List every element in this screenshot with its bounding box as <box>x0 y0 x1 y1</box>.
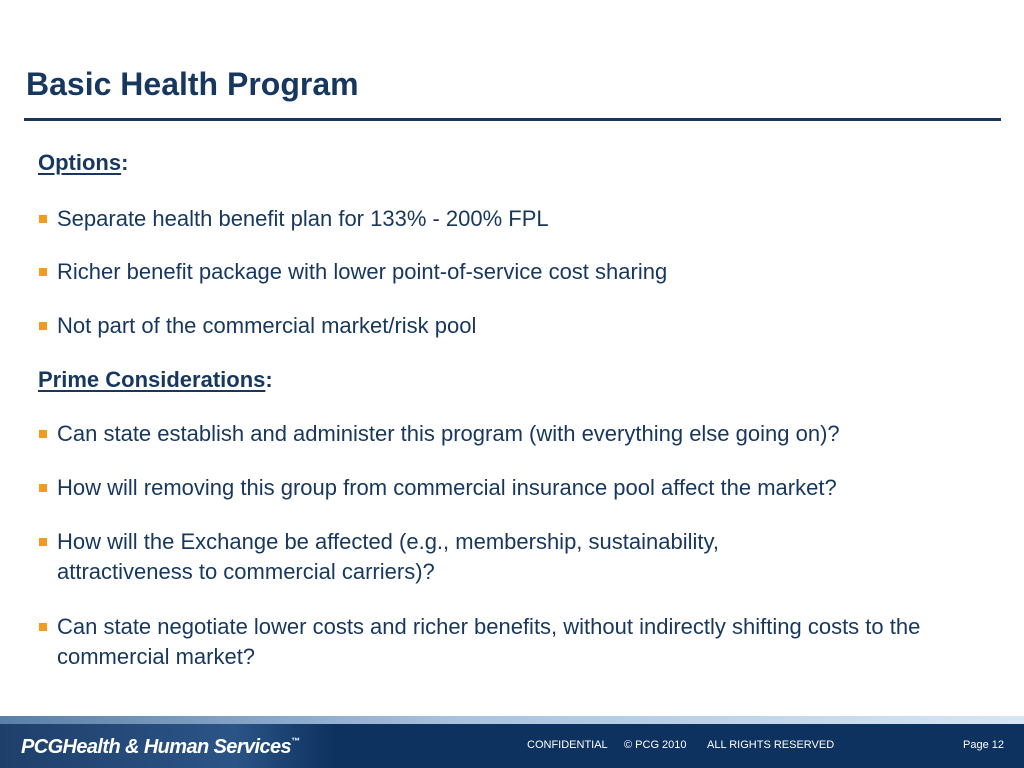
trademark-mark: ™ <box>291 736 300 746</box>
orange-square-bullet-icon <box>39 215 47 223</box>
page-number: Page 12 <box>963 739 1004 751</box>
footer-accent-stripe <box>0 716 1024 724</box>
footer-rights: ALL RIGHTS RESERVED <box>707 739 835 751</box>
slide-title: Basic Health Program <box>26 66 359 102</box>
footer-bar <box>0 716 1024 768</box>
bullet-text: Can state establish and administer this program (with everything else going on)? <box>57 421 840 446</box>
footer-confidential: CONFIDENTIAL <box>527 739 608 751</box>
bullet-text: Can state negotiate lower costs and richer benefits, without indirectly shifting costs to the commercial market? <box>57 614 921 669</box>
considerations-bullet-2 <box>38 473 998 503</box>
bullet-text: Richer benefit package with lower point-of-service cost sharing <box>57 259 668 284</box>
bullet-text: How will removing this group from commercial insurance pool affect the market? <box>57 475 837 500</box>
prime-considerations-heading: Prime Considerations: <box>38 367 273 392</box>
title-divider <box>24 118 1001 121</box>
orange-square-bullet-icon <box>39 430 47 438</box>
prime-considerations-heading-label: Prime Considerations <box>38 367 266 392</box>
bullet-text: Separate health benefit plan for 133% - 200% FPL <box>57 206 549 231</box>
orange-square-bullet-icon <box>39 623 47 631</box>
considerations-bullet-3 <box>38 527 858 587</box>
bullet-text: How will the Exchange be affected (e.g., membership, sustainability, attractiveness to commercial carriers)? <box>57 529 719 584</box>
logo-text: PCGHealth & Human Services <box>21 736 292 758</box>
options-heading-label: Options <box>38 150 122 175</box>
considerations-bullet-4 <box>38 612 958 672</box>
options-bullet-2 <box>38 257 998 287</box>
options-bullet-3 <box>38 311 998 341</box>
orange-square-bullet-icon <box>39 484 47 492</box>
options-heading: Options: <box>38 150 129 175</box>
bullet-text: Not part of the commercial market/risk pool <box>57 313 477 338</box>
considerations-bullet-1 <box>38 419 998 449</box>
footer-copyright: © PCG 2010 <box>624 739 687 751</box>
orange-square-bullet-icon <box>39 538 47 546</box>
orange-square-bullet-icon <box>39 268 47 276</box>
pcg-logo <box>21 730 299 758</box>
options-bullet-1 <box>38 204 998 234</box>
orange-square-bullet-icon <box>39 322 47 330</box>
